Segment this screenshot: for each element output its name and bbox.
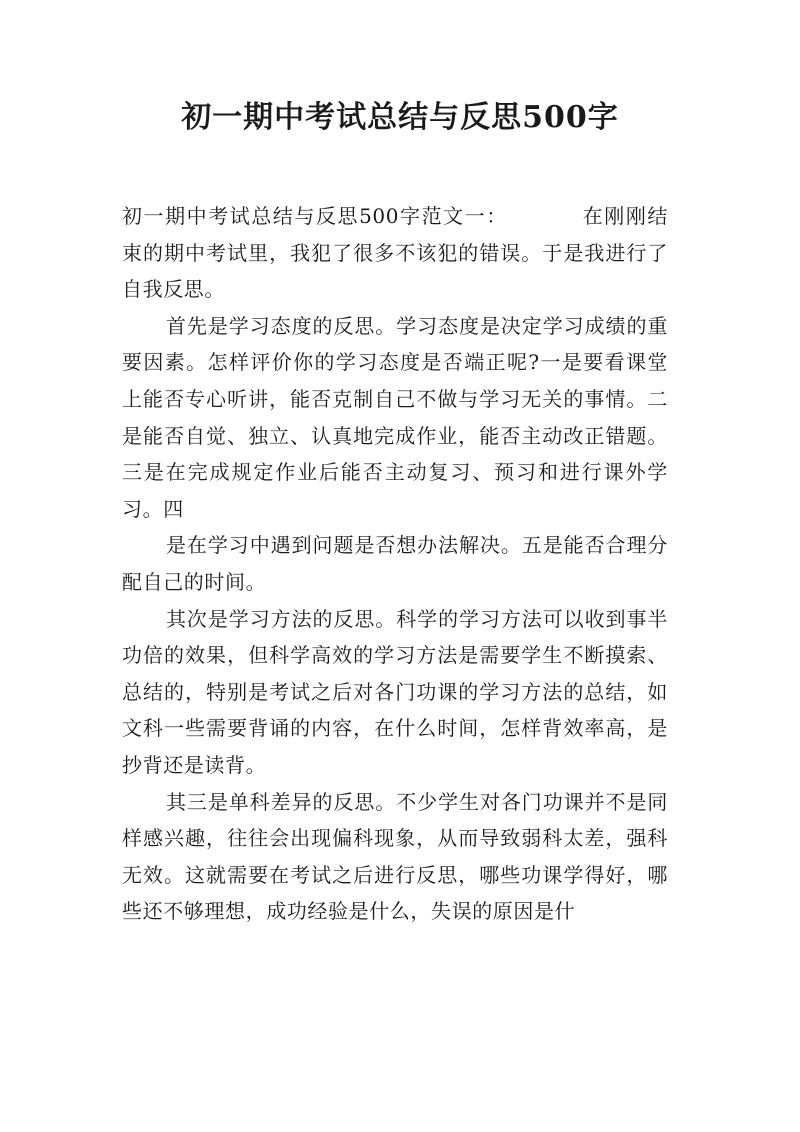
paragraph-attitude: 首先是学习态度的反思。学习态度是决定学习成绩的重要因素。怎样评价你的学习态度是否端正呢?一是要看课堂上能否专心听讲，能否克制自己不做与学习无关的事情。二是能否自觉、独立、认真地完成作业，能否主动改正错题。三是在完成规定作业后能否主动复习、预习和进行课外学习。四 (122, 313, 668, 521)
document-title: 初一期中考试总结与反思500字 (181, 100, 619, 135)
paragraph-method: 其次是学习方法的反思。科学的学习方法可以收到事半功倍的效果，但科学高效的学习方法是需要学生不断摸索、总结的，特别是考试之后对各门功课的学习方法的总结，如文科一些需要背诵的内容，在什么时间，怎样背效率高，是抄背还是读背。 (122, 606, 668, 777)
paragraph-subject-difference: 其三是单科差异的反思。不少学生对各门功课并不是同样感兴趣，往往会出现偏科现象，从而导致弱科太差，强科无效。这就需要在考试之后进行反思，哪些功课学得好，哪些还不够理想，成功经验是什么，失误的原因是什 (122, 789, 668, 924)
intro-text: 在刚刚结束的期中考试里，我犯了很多不该犯的错误。于是我进行了自我反思。 (122, 204, 668, 302)
paragraph-continuation: 是在学习中遇到问题是否想办法解决。五是能否合理分配自己的时间。 (122, 533, 668, 594)
document-body (122, 198, 668, 930)
intro-paragraph (122, 198, 668, 308)
intro-label: 初一期中考试总结与反思500字范文一： (122, 204, 508, 228)
